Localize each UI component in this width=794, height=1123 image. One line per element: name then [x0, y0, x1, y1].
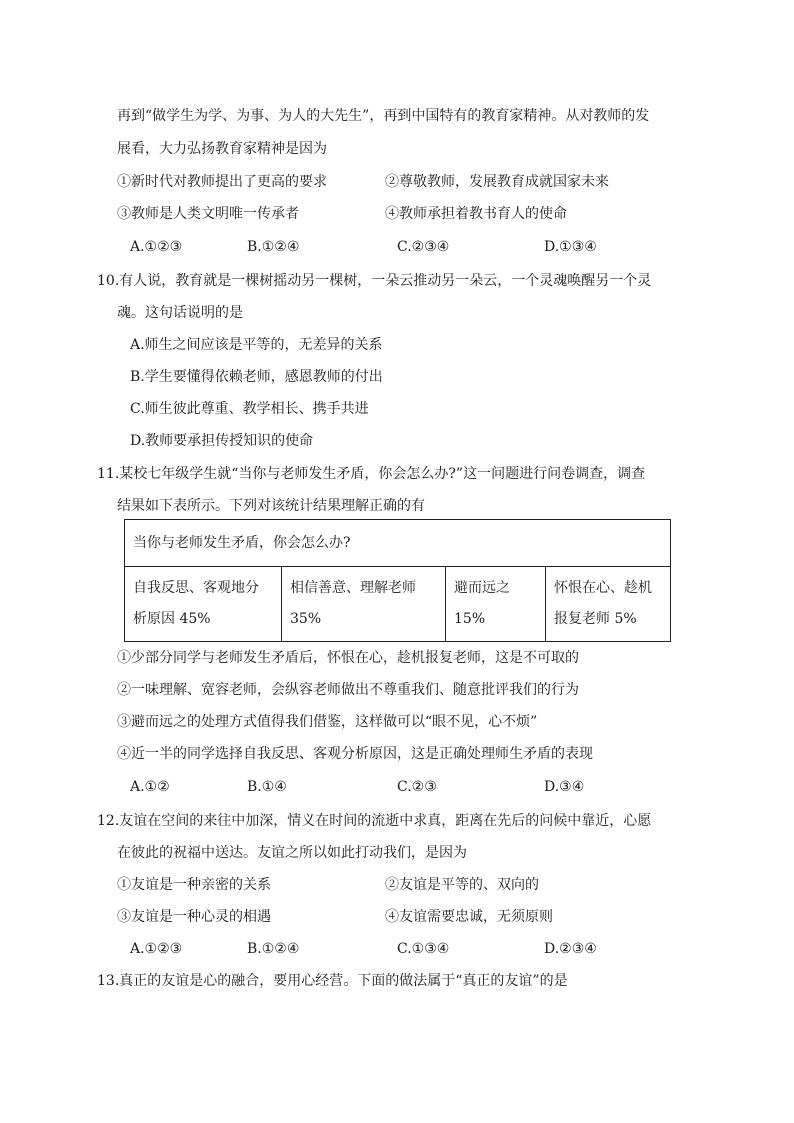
q12-statement-4: ④友谊需要忠诚，无须原则: [385, 909, 553, 925]
q12-stem-line1: 12.友谊在空间的来往中加深，情义在时间的流逝中求真，距离在先后的问候中靠近，心愿: [97, 813, 652, 829]
q11-stem-line2: 结果如下表所示。下列对该统计结果理解正确的有: [117, 498, 425, 514]
q11-option-b: B.①④: [247, 779, 287, 795]
q12-option-c: C.①③④: [397, 941, 450, 957]
q9-option-b: B.①②④: [247, 239, 300, 255]
survey-cell-revenge-line1: 怀恨在心、趁机: [554, 580, 652, 596]
q12-statement-2: ②友谊是平等的、双向的: [385, 877, 539, 893]
q10-stem-line2: 魂。这句话说明的是: [117, 305, 243, 321]
q12-statement-1: ①友谊是一种亲密的关系: [117, 877, 271, 893]
q11-statement-4: ④近一半的同学选择自我反思、客观分析原因，这是正确处理师生矛盾的表现: [117, 746, 593, 762]
q11-statement-2: ②一味理解、宽容老师，会纵容老师做出不尊重我们、随意批评我们的行为: [117, 682, 579, 698]
q12-option-d: D.②③④: [544, 941, 597, 957]
q11-option-c: C.②③: [397, 779, 437, 795]
survey-cell-reflect-line2: 析原因 45%: [133, 611, 211, 627]
survey-cell-trust-line1: 相信善意、理解老师: [290, 580, 416, 596]
survey-cell-trust-line2: 35%: [290, 611, 322, 627]
q9-option-c: C.②③④: [397, 239, 450, 255]
q12-stem-line2: 在彼此的祝福中送达。友谊之所以如此打动我们，是因为: [117, 845, 467, 861]
q12-option-b: B.①②④: [247, 941, 300, 957]
q9-option-d: D.①③④: [544, 239, 597, 255]
q9-stem-line1: 再到“做学生为学、为事、为人的大先生”，再到中国特有的教育家精神。从对教师的发: [117, 108, 650, 124]
q9-statement-3: ③教师是人类文明唯一传承者: [117, 206, 299, 222]
survey-cell-reflect-line1: 自我反思、客观地分: [133, 580, 259, 596]
q10-stem-line1: 10.有人说，教育就是一棵树摇动另一棵树，一朵云推动另一朵云，一个灵魂唤醒另一个灵: [97, 273, 652, 289]
survey-cell-revenge: [546, 567, 671, 642]
survey-table: [124, 519, 671, 642]
survey-table-header: 当你与老师发生矛盾，你会怎么办?: [125, 520, 671, 567]
q12-option-a: A.①②③: [130, 941, 183, 957]
q9-option-a: A.①②③: [130, 239, 183, 255]
q13-stem-line1: 13.真正的友谊是心的融合，要用心经营。下面的做法属于“真正的友谊”的是: [97, 973, 568, 989]
q9-statement-1: ①新时代对教师提出了更高的要求: [117, 174, 327, 190]
survey-cell-avoid: [446, 567, 546, 642]
q10-option-b: B.学生要懂得依赖老师，感恩教师的付出: [130, 369, 383, 385]
q9-statement-2: ②尊敬教师，发展教育成就国家未来: [385, 174, 609, 190]
q11-stem-line1: 11.某校七年级学生就“当你与老师发生矛盾，你会怎么办?”这一问题进行问卷调查，调查: [97, 466, 646, 482]
survey-cell-reflect: [125, 567, 282, 642]
q11-statement-1: ①少部分同学与老师发生矛盾后，怀恨在心，趁机报复老师，这是不可取的: [117, 650, 579, 666]
q9-stem-line2: 展看，大力弘扬教育家精神是因为: [117, 141, 327, 157]
survey-cell-trust: [282, 567, 446, 642]
q10-option-a: A.师生之间应该是平等的，无差异的关系: [130, 337, 383, 353]
q11-option-d: D.③④: [544, 779, 585, 795]
q11-statement-3: ③避而远之的处理方式值得我们借鉴，这样做可以“眼不见，心不烦”: [117, 714, 538, 730]
q10-option-c: C.师生彼此尊重、教学相长、携手共进: [130, 401, 369, 417]
q9-statement-4: ④教师承担着教书育人的使命: [385, 206, 567, 222]
q12-statement-3: ③友谊是一种心灵的相遇: [117, 909, 271, 925]
survey-cell-avoid-line2: 15%: [454, 611, 486, 627]
survey-cell-revenge-line2: 报复老师 5%: [554, 611, 637, 627]
q10-option-d: D.教师要承担传授知识的使命: [130, 433, 314, 449]
q11-option-a: A.①②: [130, 779, 170, 795]
survey-cell-avoid-line1: 避而远之: [454, 580, 510, 596]
